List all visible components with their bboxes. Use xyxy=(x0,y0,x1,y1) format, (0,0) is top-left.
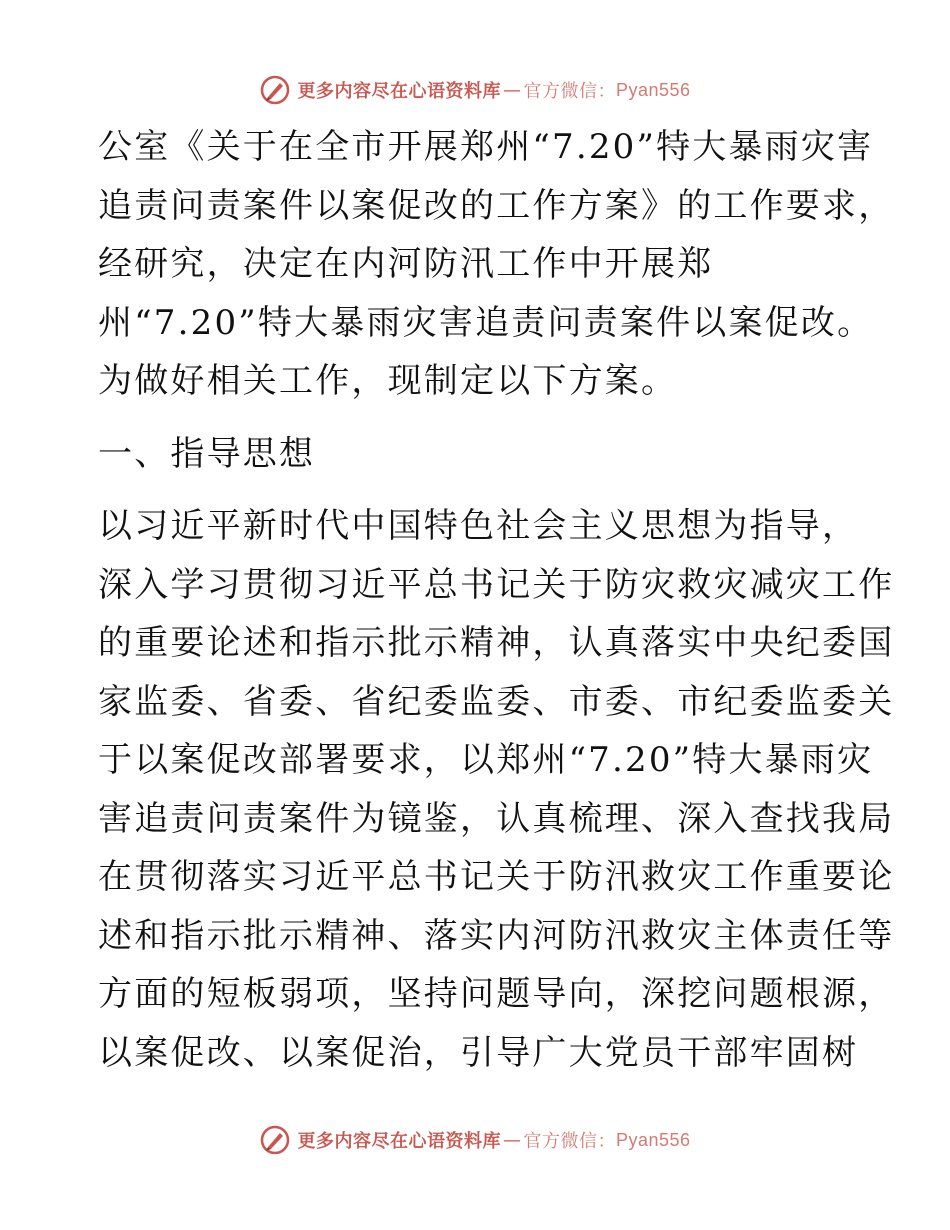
watermark-wechat-id: Pyan556 xyxy=(615,1129,691,1150)
watermark-dash: — xyxy=(502,79,522,101)
watermark-dash: — xyxy=(502,1129,522,1151)
text-line: 以习近平新时代中国特色社会主义思想为指导， xyxy=(98,506,859,546)
header-watermark xyxy=(0,74,950,106)
pen-logo-icon xyxy=(259,74,291,106)
footer-watermark xyxy=(0,1124,950,1156)
text-line: 经研究，决定在内河防汛工作中开展郑 xyxy=(98,244,714,284)
text-line: 于以案促改部署要求，以郑州“7.20”特大暴雨灾 xyxy=(98,740,874,780)
document-body xyxy=(98,118,895,1082)
text-line: 述和指示批示精神、落实内河防汛救灾主体责任等 xyxy=(98,915,895,956)
paragraph-guiding-thought xyxy=(98,497,895,1082)
text-line: 害追责问责案件为镜鉴，认真梳理、深入查找我局 xyxy=(98,798,895,839)
text-line: 在贯彻落实习近平总书记关于防汛救灾工作重要论 xyxy=(98,857,895,897)
watermark-sub-text: 官方微信： xyxy=(523,1131,616,1152)
section-heading: 一、指导思想 xyxy=(98,433,316,474)
watermark-sub-text: 官方微信： xyxy=(523,81,616,102)
watermark-wechat-id: Pyan556 xyxy=(615,79,691,100)
watermark-main-text: 更多内容尽在心语资料库 xyxy=(297,1131,501,1152)
text-line: 的重要论述和指示批示精神，认真落实中央纪委国 xyxy=(98,623,895,663)
paragraph-intro xyxy=(98,118,895,411)
text-line: 追责问责案件以案促改的工作方案》的工作要求， xyxy=(98,185,895,226)
watermark-main-text: 更多内容尽在心语资料库 xyxy=(297,81,501,102)
text-line: 家监委、省委、省纪委监委、市委、市纪委监委关 xyxy=(98,681,895,722)
text-line: 方面的短板弱项，坚持问题导向，深挖问题根源， xyxy=(98,974,895,1014)
pen-logo-icon xyxy=(259,1124,291,1156)
text-line: 为做好相关工作，现制定以下方案。 xyxy=(98,361,678,401)
text-line: 公室《关于在全市开展郑州“7.20”特大暴雨灾害 xyxy=(98,127,874,167)
text-line: 以案促改、以案促治，引导广大党员干部牢固树 xyxy=(98,1032,859,1073)
text-line: 州“7.20”特大暴雨灾害追责问责案件以案促改。 xyxy=(98,302,874,343)
text-line: 深入学习贯彻习近平总书记关于防灾救灾减灾工作 xyxy=(98,564,895,605)
